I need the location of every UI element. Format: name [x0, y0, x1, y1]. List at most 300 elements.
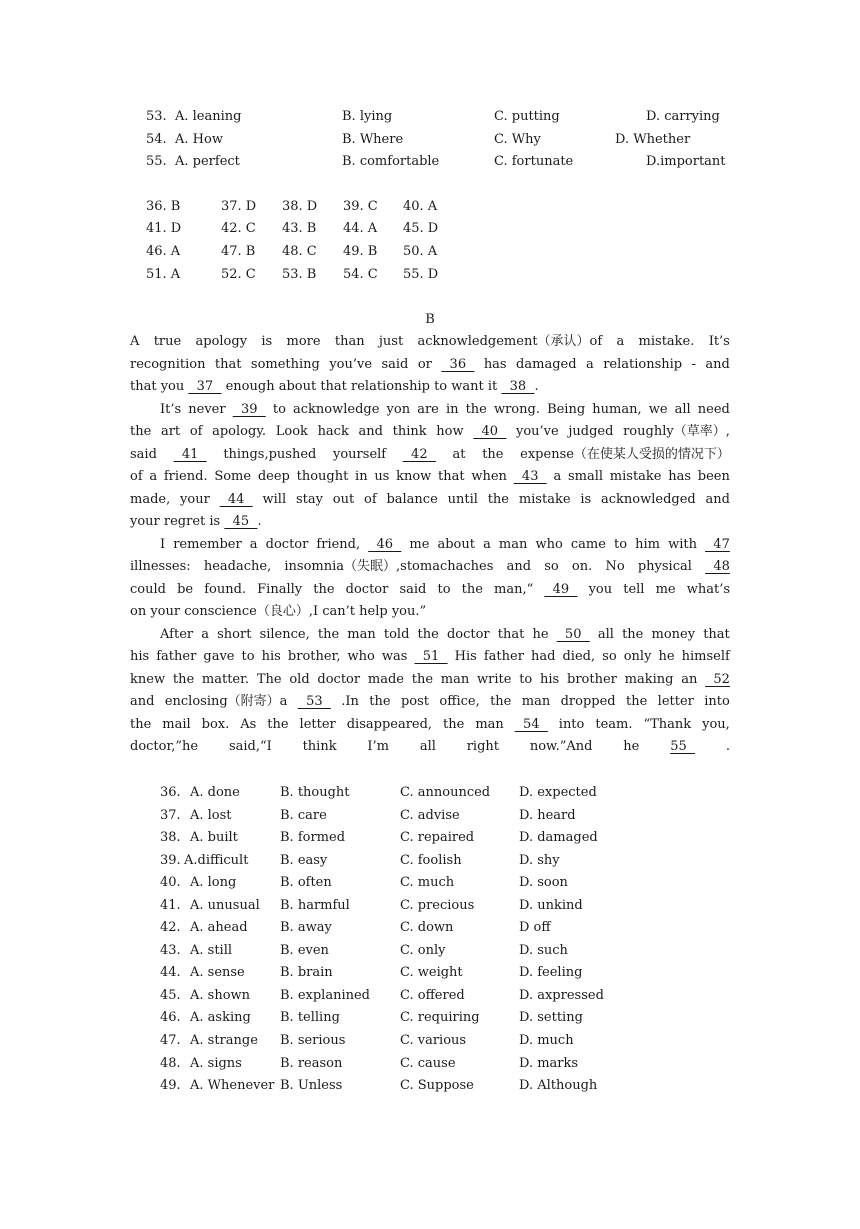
passage-line — [130, 489, 730, 511]
passage-text: and — [705, 357, 730, 372]
passage-text: could — [130, 582, 166, 597]
passage-text: with — [668, 537, 697, 552]
passage-text: all — [597, 627, 614, 642]
option-a: A. unusual — [190, 898, 260, 913]
passage-text: will — [262, 492, 287, 507]
option-d: D. expected — [519, 785, 597, 800]
passage-text: a — [249, 537, 258, 552]
passage-text: apology — [195, 334, 248, 349]
passage-text: acknowledged — [600, 492, 696, 507]
option-b: B. harmful — [280, 898, 350, 913]
passage-text: expense（在使某人受损的情况下） — [520, 447, 730, 462]
option-a: A. sense — [190, 965, 245, 980]
passage-text: who — [347, 649, 375, 664]
answer-item: 45. D — [403, 221, 439, 236]
option-d: D. damaged — [519, 830, 598, 845]
passage-text: found. — [204, 582, 247, 597]
passage-text: illnesses: — [130, 559, 191, 574]
passage-text: the — [411, 672, 434, 687]
passage-text: father — [483, 649, 524, 664]
passage-text: you’ve — [516, 424, 559, 439]
passage-text: only — [623, 649, 652, 664]
passage-text: made — [367, 672, 404, 687]
answer-item: 41. D — [146, 221, 182, 236]
passage-text: him — [635, 537, 660, 552]
option-c: C. weight — [400, 965, 463, 980]
option-d: D. unkind — [519, 898, 583, 913]
passage-line — [130, 556, 730, 578]
passage-line — [130, 691, 730, 713]
passage-text: things,pushed — [223, 447, 317, 462]
passage-text: of — [364, 492, 377, 507]
passage-text: himself — [681, 649, 730, 664]
passage-text: yon — [386, 402, 411, 417]
blank-number: 43 — [513, 469, 547, 484]
option-a: A. long — [190, 875, 237, 890]
passage-text: write — [477, 672, 512, 687]
option-a: A. How — [175, 132, 223, 147]
option-c: C. down — [400, 920, 454, 935]
passage-text: physical — [637, 559, 692, 574]
option-row — [0, 1075, 598, 1097]
passage-line — [130, 601, 730, 623]
passage-text: to — [437, 582, 451, 597]
option-c: C. fortunate — [494, 154, 574, 169]
question-number: 55. — [146, 154, 167, 169]
passage-text: relationship — [603, 357, 683, 372]
passage-line — [160, 399, 730, 421]
passage-text: the — [461, 582, 483, 597]
passage-text: small — [567, 469, 604, 484]
option-d: D. shy — [519, 853, 560, 868]
option-d: D. carrying — [646, 109, 720, 124]
option-b: B. comfortable — [342, 154, 440, 169]
passage-line — [130, 444, 730, 466]
option-row — [0, 940, 568, 962]
option-b: B. Where — [342, 132, 404, 147]
option-row — [0, 782, 597, 804]
passage-text: dropped — [560, 694, 616, 709]
passage-text: in — [355, 469, 368, 484]
passage-text: I’m — [367, 739, 390, 754]
passage-text: true — [153, 334, 182, 349]
passage-text: man — [440, 672, 470, 687]
passage-text: disappeared, — [346, 717, 433, 732]
passage-text: the — [622, 627, 644, 642]
option-a: A. Whenever — [190, 1078, 275, 1093]
passage-text: your — [180, 492, 210, 507]
passage-text: knew — [130, 672, 166, 687]
passage-text: so — [602, 649, 617, 664]
question-number: 45. — [160, 988, 181, 1003]
option-c: C. much — [400, 875, 455, 890]
answer-item: 47. B — [221, 244, 256, 259]
option-c: C. precious — [400, 898, 475, 913]
option-d: D off — [519, 920, 551, 935]
passage-text: It’s — [708, 334, 730, 349]
option-row — [0, 872, 568, 894]
blank-number: 44 — [219, 492, 253, 507]
answer-item: 51. A — [146, 267, 181, 282]
passage-line — [160, 534, 730, 556]
question-number: 53. — [146, 109, 167, 124]
passage-text: the — [317, 627, 340, 642]
passage-text: out — [332, 492, 355, 507]
passage-text: brother — [567, 672, 617, 687]
passage-text: man — [475, 717, 504, 732]
passage-text: the — [625, 694, 648, 709]
passage-text: the — [172, 672, 195, 687]
passage-text: he — [623, 739, 640, 754]
passage-text: mistake — [609, 469, 662, 484]
passage-line — [130, 579, 730, 601]
passage-text: was — [381, 649, 408, 664]
answer-row — [0, 196, 438, 218]
passage-text: brother, — [287, 649, 341, 664]
passage-text: think — [392, 424, 427, 439]
passage-text: at — [452, 447, 466, 462]
option-b: B. formed — [280, 830, 346, 845]
answer-item: 43. B — [282, 221, 317, 236]
passage-text: man — [498, 537, 528, 552]
passage-text: be — [177, 582, 194, 597]
passage-line — [130, 736, 730, 758]
passage-text: said — [399, 582, 427, 597]
option-a: A. perfect — [175, 154, 240, 169]
question-number: 48. — [160, 1056, 181, 1071]
passage-text: money — [651, 627, 696, 642]
option-d: D. Whether — [615, 132, 691, 147]
passage-text: said — [130, 447, 157, 462]
option-row — [0, 895, 583, 917]
option-c: C. cause — [400, 1056, 456, 1071]
passage-text: acknowledge — [293, 402, 380, 417]
option-b: B. even — [280, 943, 329, 958]
passage-text: Being — [547, 402, 586, 417]
passage-text: to — [613, 537, 628, 552]
passage-text: right — [466, 739, 500, 754]
blank-number: 36 — [441, 357, 475, 372]
passage-text: the — [267, 717, 289, 732]
passage-text: A — [130, 334, 140, 349]
answer-item: 37. D — [221, 199, 257, 214]
blank-number: 53 — [297, 694, 331, 709]
question-number: 44. — [160, 965, 181, 980]
passage-text: . — [725, 739, 730, 754]
passage-text: human, — [592, 402, 642, 417]
passage-text: gave — [203, 649, 235, 664]
passage-text: a — [483, 537, 491, 552]
passage-text: know — [396, 469, 432, 484]
answer-item: 39. C — [343, 199, 378, 214]
passage-text: doctor — [317, 672, 361, 687]
passage-text: and — [705, 492, 730, 507]
passage-text: Some — [214, 469, 252, 484]
question-number: 49. — [160, 1078, 181, 1093]
option-row — [0, 985, 604, 1007]
passage-text: and — [358, 424, 383, 439]
passage-text: doctor — [345, 582, 389, 597]
passage-text: died, — [562, 649, 596, 664]
passage-text: recognition — [130, 357, 206, 372]
blank-number: 52 — [705, 672, 730, 687]
option-a: A. shown — [190, 988, 251, 1003]
passage-text: and — [130, 694, 155, 709]
passage-text: when — [471, 469, 507, 484]
passage-text: office, — [439, 694, 480, 709]
option-c: C. foolish — [400, 853, 462, 868]
passage-line — [130, 714, 730, 736]
passage-text: you, — [702, 717, 730, 732]
option-row — [0, 917, 551, 939]
passage-text: on. — [571, 559, 593, 574]
passage-text: something — [250, 357, 320, 372]
option-b: B. reason — [280, 1056, 343, 1071]
passage-text: the — [130, 424, 152, 439]
passage-text: I — [160, 537, 166, 552]
passage-text: mistake — [518, 492, 571, 507]
passage-text: mail — [162, 717, 191, 732]
passage-line — [130, 646, 730, 668]
passage-text: been — [697, 469, 730, 484]
question-number: 42. — [160, 920, 181, 935]
passage-text: enclosing（附寄）a — [164, 694, 288, 709]
passage-text: you’ve — [329, 357, 373, 372]
passage-text: that — [497, 627, 525, 642]
option-d: D. soon — [519, 875, 568, 890]
passage-text: yourself — [333, 447, 387, 462]
passage-text: to — [519, 672, 533, 687]
passage-text: so — [544, 559, 559, 574]
passage-text: until — [447, 492, 478, 507]
option-d: D. feeling — [519, 965, 583, 980]
passage-text: into — [558, 717, 585, 732]
passage-text: deep — [257, 469, 290, 484]
passage-text: tell — [623, 582, 645, 597]
passage-text: is — [261, 334, 273, 349]
option-d: D. axpressed — [519, 988, 604, 1003]
passage-line — [130, 669, 730, 691]
passage-text: a — [149, 469, 158, 484]
passage-text: who — [535, 537, 563, 552]
option-b: B. often — [280, 875, 332, 890]
option-c: C. only — [400, 943, 446, 958]
passage-text: making — [624, 672, 674, 687]
passage-text: team. — [595, 717, 633, 732]
passage-text: a — [201, 627, 209, 642]
passage-text: or — [417, 357, 432, 372]
passage-text: post — [400, 694, 429, 709]
answer-item: 46. A — [146, 244, 181, 259]
question-number: 47. — [160, 1033, 181, 1048]
option-row — [0, 1007, 583, 1029]
passage-text: short — [217, 627, 252, 642]
answer-item: 44. A — [343, 221, 378, 236]
passage-text: you — [588, 582, 613, 597]
option-row — [0, 850, 560, 872]
passage-text: insomnia（失眠）,stomachaches — [284, 559, 494, 574]
option-row — [0, 1053, 579, 1075]
passage-text: me — [409, 537, 430, 552]
passage-text: father — [156, 649, 197, 664]
passage-text: all — [674, 402, 691, 417]
answer-row — [0, 241, 438, 263]
passage-text: .In — [341, 694, 359, 709]
blank-number: 48 — [705, 559, 730, 574]
blank-number: 46 — [368, 537, 402, 552]
passage-text: said,“I — [228, 739, 272, 754]
passage-text: friend. — [163, 469, 208, 484]
passage-text: has — [483, 357, 507, 372]
passage-text: balance — [386, 492, 438, 507]
passage-line — [160, 624, 730, 646]
passage-text: acknowledgement（承认）of — [417, 334, 603, 349]
answer-item: 53. B — [282, 267, 317, 282]
blank-number: 54 — [514, 717, 548, 732]
blank-number: 45 — [224, 514, 258, 529]
passage-text: Finally — [257, 582, 303, 597]
option-a: A. done — [190, 785, 240, 800]
passage-line — [130, 376, 730, 398]
passage-line — [130, 511, 730, 533]
passage-text: to — [272, 402, 286, 417]
passage-text: “Thank — [643, 717, 692, 732]
option-a: A.difficult — [184, 853, 249, 868]
blank-number: 55 — [670, 739, 695, 754]
blank-number: 37 — [188, 379, 222, 394]
passage-text: your regret is — [130, 514, 225, 529]
passage-line — [130, 354, 730, 376]
blank-number: 50 — [556, 627, 590, 642]
passage-text: his — [261, 649, 281, 664]
passage-text: in — [445, 402, 459, 417]
passage-text: hack — [317, 424, 349, 439]
passage-text: . — [534, 379, 539, 394]
option-b: B. explanined — [280, 988, 370, 1003]
option-d: D. heard — [519, 808, 576, 823]
blank-number: 51 — [414, 649, 448, 664]
passage-text: us — [374, 469, 390, 484]
option-row — [0, 827, 598, 849]
question-number: 37. — [160, 808, 181, 823]
passage-text: the — [490, 694, 512, 709]
passage-text: His — [454, 649, 477, 664]
option-b: B. Unless — [280, 1078, 343, 1093]
passage-text: thought — [296, 469, 349, 484]
answer-item: 54. C — [343, 267, 378, 282]
passage-text: a — [616, 334, 625, 349]
passage-text: came — [570, 537, 606, 552]
passage-text: damaged — [516, 357, 577, 372]
answer-item: 40. A — [403, 199, 438, 214]
passage-text: the — [130, 717, 152, 732]
passage-text: never — [188, 402, 226, 417]
blank-number: 41 — [173, 447, 207, 462]
question-number: 36. — [160, 785, 181, 800]
passage-text: - — [691, 357, 696, 372]
passage-text: judged — [568, 424, 614, 439]
option-b: B. telling — [280, 1010, 340, 1025]
passage-text: into — [704, 694, 730, 709]
question-number: 40. — [160, 875, 181, 890]
question-number: 41. — [160, 898, 181, 913]
passage-text: made, — [130, 492, 171, 507]
option-b: B. care — [280, 808, 327, 823]
option-a: A. built — [190, 830, 238, 845]
option-c: C. announced — [400, 785, 491, 800]
option-b: B. thought — [280, 785, 350, 800]
passage-text: on your conscience（良心）,I can’t help you.” — [130, 604, 427, 619]
passage-text: the — [443, 717, 465, 732]
passage-text: his — [130, 649, 150, 664]
passage-text: matter. — [201, 672, 250, 687]
passage-text: man — [347, 627, 376, 642]
passage-text: doctor — [265, 537, 309, 552]
option-d: D. marks — [519, 1056, 579, 1071]
option-c: C. offered — [400, 988, 465, 1003]
passage-text: letter — [299, 717, 336, 732]
answer-item: 55. D — [403, 267, 439, 282]
option-d: D. much — [519, 1033, 574, 1048]
question-number: 39. — [160, 853, 181, 868]
passage-text: enough about that relationship to want it — [221, 379, 502, 394]
passage-text: man — [521, 694, 551, 709]
passage-text: After — [160, 627, 194, 642]
blank-number: 39 — [232, 402, 266, 417]
passage-text: . — [257, 514, 262, 529]
passage-text: the — [482, 447, 504, 462]
passage-text: told — [383, 627, 410, 642]
passage-text: doctor,”he — [130, 739, 199, 754]
passage-text: he — [658, 649, 675, 664]
passage-text: we — [648, 402, 668, 417]
option-a: A. lost — [190, 808, 232, 823]
passage-text: that — [703, 627, 730, 642]
passage-text: old — [289, 672, 310, 687]
answer-item: 42. C — [221, 221, 256, 236]
passage-text: to — [241, 649, 255, 664]
passage-text: No — [605, 559, 625, 574]
passage-text: man,“ — [494, 582, 534, 597]
passage-text: more — [286, 334, 321, 349]
passage-line — [130, 466, 730, 488]
section-heading: B — [425, 312, 435, 327]
passage-text: the — [487, 492, 509, 507]
passage-text: what’s — [686, 582, 730, 597]
passage-text: think — [302, 739, 337, 754]
passage-text: art — [160, 424, 181, 439]
passage-text: of — [189, 424, 203, 439]
option-b: B. easy — [280, 853, 328, 868]
passage-text: need — [697, 402, 730, 417]
passage-text: remember — [173, 537, 242, 552]
blank-number: 40 — [473, 424, 507, 439]
passage-line — [130, 421, 730, 443]
passage-text: a — [553, 469, 562, 484]
passage-text: just — [378, 334, 404, 349]
passage-text: silence, — [259, 627, 310, 642]
passage-text: the — [313, 582, 335, 597]
passage-text: me — [655, 582, 676, 597]
passage-text: headache, — [203, 559, 272, 574]
question-number: 54. — [146, 132, 167, 147]
passage-text: a — [585, 357, 594, 372]
answer-item: 48. C — [282, 244, 317, 259]
passage-text: The — [256, 672, 282, 687]
passage-text: stay — [295, 492, 323, 507]
passage-text: he — [532, 627, 549, 642]
passage-text: the — [465, 402, 487, 417]
